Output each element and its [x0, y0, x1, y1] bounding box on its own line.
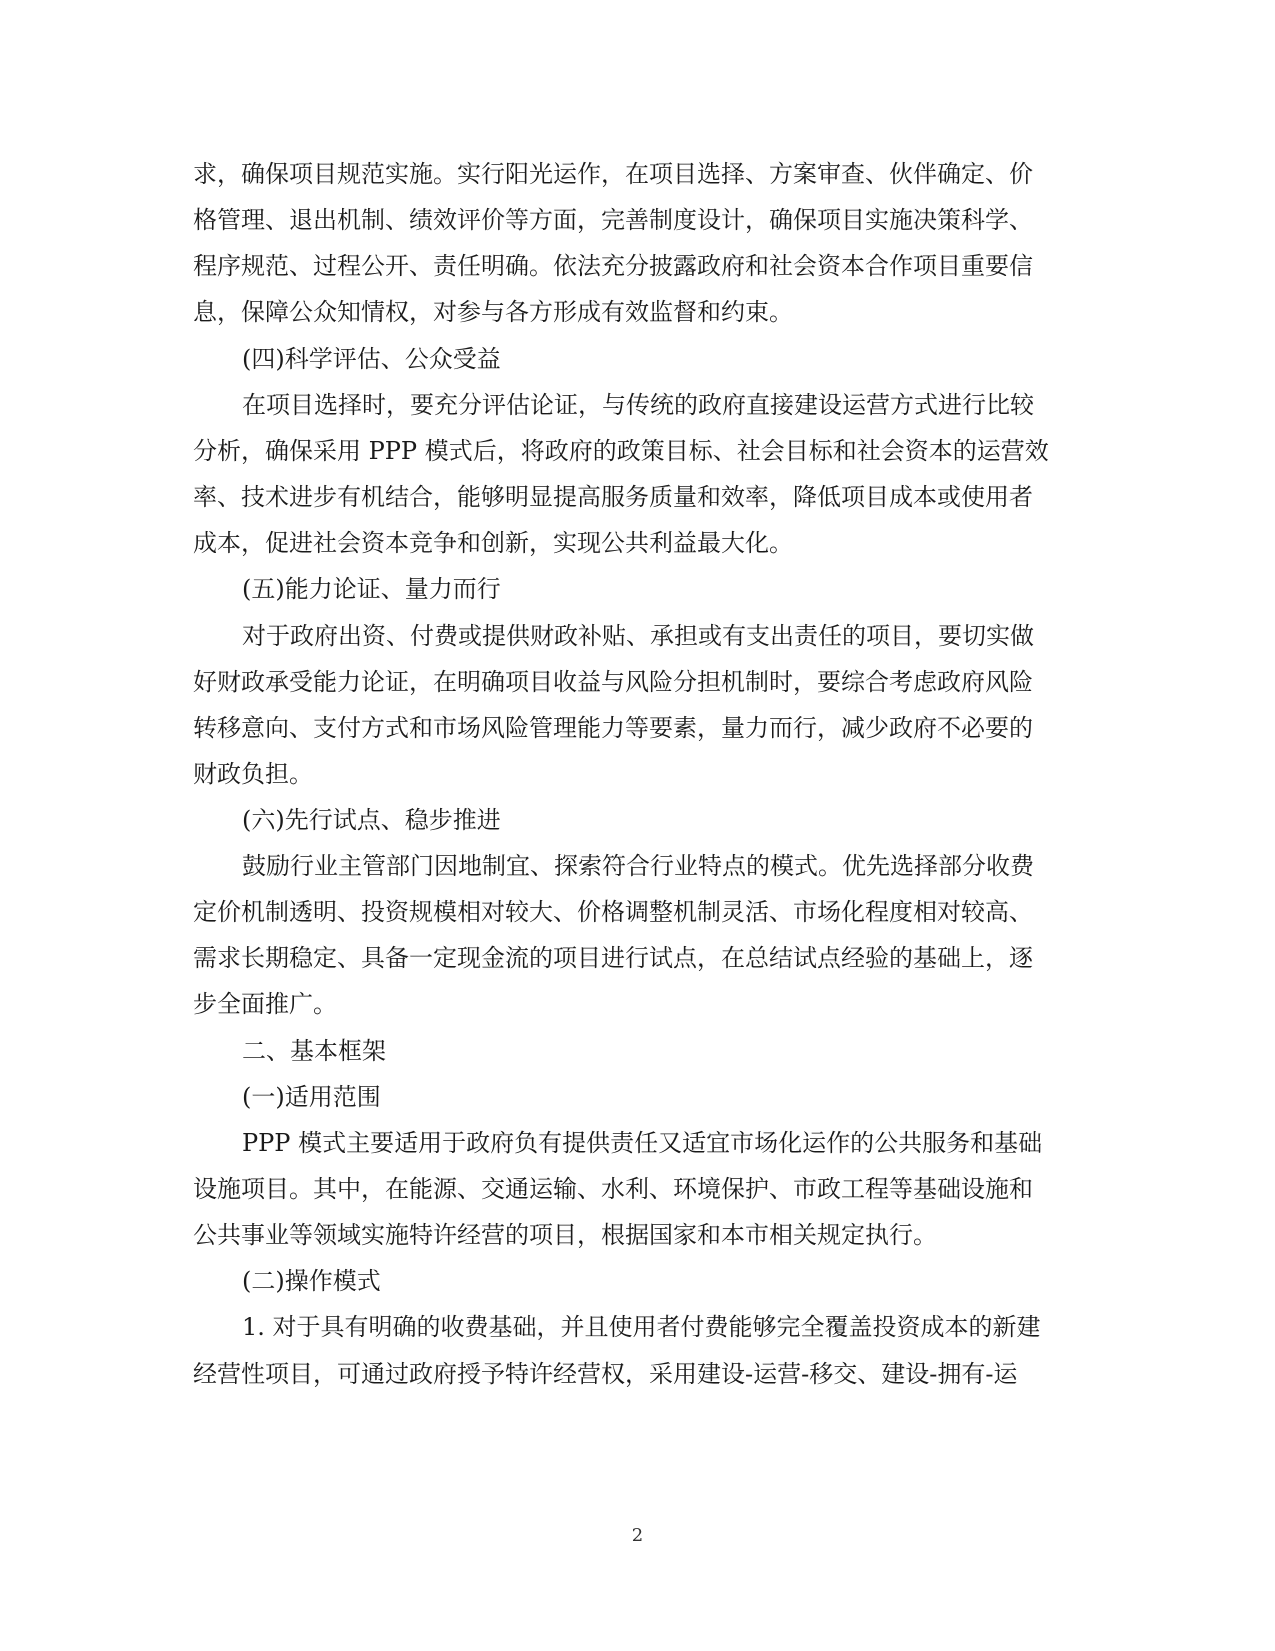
paragraph-line: 1. 对于具有明确的收费基础，并且使用者付费能够完全覆盖投资成本的新建: [242, 1313, 1041, 1341]
paragraph-line: 息，保障公众知情权，对参与各方形成有效监督和约束。: [193, 298, 793, 326]
section-heading: (四)科学评估、公众受益: [242, 345, 501, 373]
paragraph-line: 成本，促进社会资本竞争和创新，实现公共利益最大化。: [193, 529, 793, 557]
chapter-heading: 二、基本框架: [242, 1037, 386, 1065]
paragraph-line: 格管理、退出机制、绩效评价等方面，完善制度设计，确保项目实施决策科学、: [193, 206, 1033, 234]
paragraph-line: 好财政承受能力论证，在明确项目收益与风险分担机制时，要综合考虑政府风险: [193, 668, 1033, 696]
paragraph-line: 鼓励行业主管部门因地制宜、探索符合行业特点的模式。优先选择部分收费: [242, 852, 1034, 880]
paragraph-line: 定价机制透明、投资规模相对较大、价格调整机制灵活、市场化程度相对较高、: [193, 898, 1033, 926]
paragraph-line: 财政负担。: [193, 760, 313, 788]
paragraph-line: 对于政府出资、付费或提供财政补贴、承担或有支出责任的项目，要切实做: [242, 622, 1034, 650]
section-heading: (一)适用范围: [242, 1083, 381, 1111]
paragraph-line: 设施项目。其中，在能源、交通运输、水利、环境保护、市政工程等基础设施和: [193, 1175, 1033, 1203]
paragraph-line: 公共事业等领域实施特许经营的项目，根据国家和本市相关规定执行。: [193, 1221, 937, 1249]
paragraph-line: 在项目选择时，要充分评估论证，与传统的政府直接建设运营方式进行比较: [242, 391, 1034, 419]
paragraph-line: 经营性项目，可通过政府授予特许经营权，采用建设-运营-移交、建设-拥有-运: [193, 1360, 1018, 1388]
paragraph-line: 率、技术进步有机结合，能够明显提高服务质量和效率，降低项目成本或使用者: [193, 483, 1033, 511]
paragraph-line: 程序规范、过程公开、责任明确。依法充分披露政府和社会资本合作项目重要信: [193, 252, 1033, 280]
paragraph-line: 转移意向、支付方式和市场风险管理能力等要素，量力而行，减少政府不必要的: [193, 714, 1033, 742]
paragraph-line: PPP 模式主要适用于政府负有提供责任又适宜市场化运作的公共服务和基础: [242, 1129, 1043, 1157]
section-heading: (五)能力论证、量力而行: [242, 575, 501, 603]
section-heading: (二)操作模式: [242, 1267, 381, 1295]
section-heading: (六)先行试点、稳步推进: [242, 806, 501, 834]
paragraph-line: 求，确保项目规范实施。实行阳光运作，在项目选择、方案审查、伙伴确定、价: [193, 160, 1033, 188]
page-number: 2: [631, 1525, 644, 1546]
paragraph-line: 分析，确保采用 PPP 模式后，将政府的政策目标、社会目标和社会资本的运营效: [193, 437, 1049, 465]
paragraph-line: 需求长期稳定、具备一定现金流的项目进行试点，在总结试点经验的基础上，逐: [193, 944, 1033, 972]
paragraph-line: 步全面推广。: [193, 990, 337, 1018]
